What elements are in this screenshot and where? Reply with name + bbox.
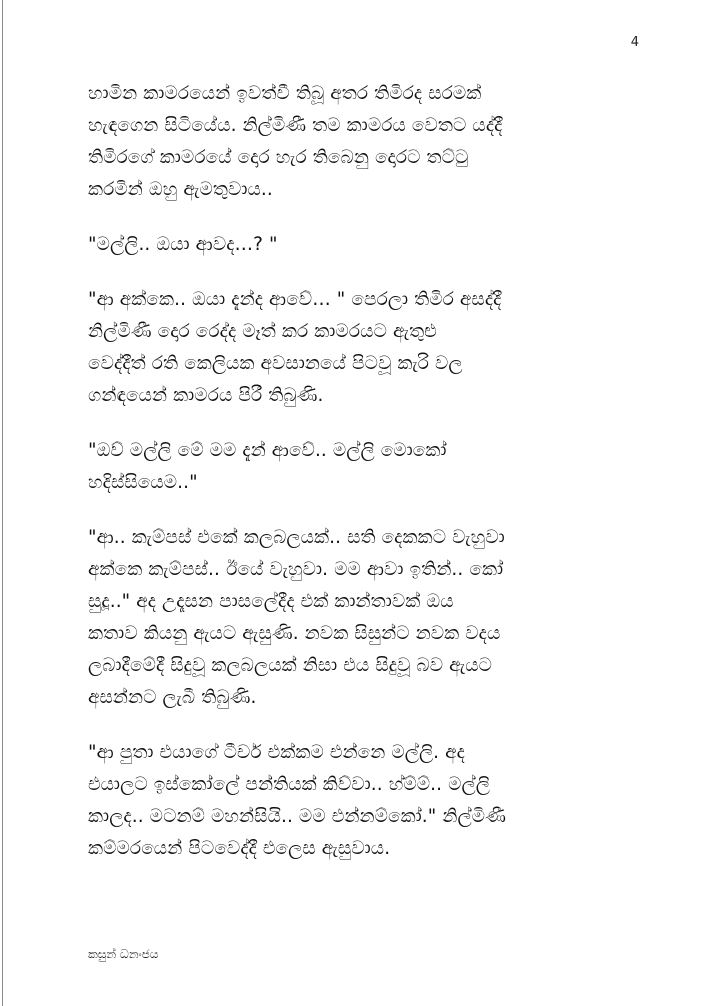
paragraph: "මල්ලි.. ඔයා ආවද…? "	[88, 234, 278, 255]
paragraph: "ඔව් මල්ලි මේ මම දැන් ආවේ.. මල්ලි මොකෝ හදිස්සියෙම.."	[88, 440, 447, 493]
paragraph: "ආ.. කැම්පස් එකේ කලබලයක්.. සති දෙකකට වැහුවා අක්කෙ කැම්පස්.. ඊයේ වැහුවා. මම ආවා ඉතින්.. කෝ සුදූ.." අද උදෑසන පාසලේදීද එක් කාන්තාවක් ඔය කතාව කියනු ඇයට ඇසුණි. නවක සිසුන්ට නවක වදය ලබාදීමේදී සිදුවූ කලබලයක් නිසා එය සිදුවූ බව ඇයට අසන්නට ලැබී තිබුණි.	[88, 527, 505, 708]
page-edge-divider	[2, 0, 3, 1006]
footer-author: කසුන් ධනංජය	[88, 947, 159, 961]
paragraph: "ආ පුතා එයාගේ ටීචර් එක්කම එන්නෙ මල්ලි. අද එයාලට ඉස්කෝලේ පන්තියක් කිව්වා.. හ්ම්ම්.. මල්ලි කාලද.. මටනම් මහන්සියි.. මම එන්නම්කෝ." නිල්මිණී කම්මරයෙන් පිටවෙද්දී එලෙස ඇසුවාය.	[88, 742, 506, 859]
paragraph: හාමින කාමරයෙන් ඉවත්වී තිබූ අතර තිමිරද සරමක් හැඳගෙන සිටියේය. නිල්මිණී තම කාමරය වෙතට යද්දී තිමිරගේ කාමරයේ දොර හැර තිබෙනු දොරට තට්ටු කරමින් ඔහු ඇමතුවාය..	[88, 83, 503, 200]
page-number: 4	[630, 35, 639, 50]
paragraph: "ආ අක්කෙ.. ඔයා දැන්ද ආවේ… " පෙරලා තිමිර අසද්දී නිල්මිණී දොර රෙද්ද මෑත් කර කාමරයට ඇතුළු වෙද්දීත් රති කෙලියක අවසානයේ පිටවූ කැරි වල ගන්ඳයෙන් කාමරය පිරී තිබුණි.	[88, 289, 502, 406]
story-body	[88, 78, 636, 888]
